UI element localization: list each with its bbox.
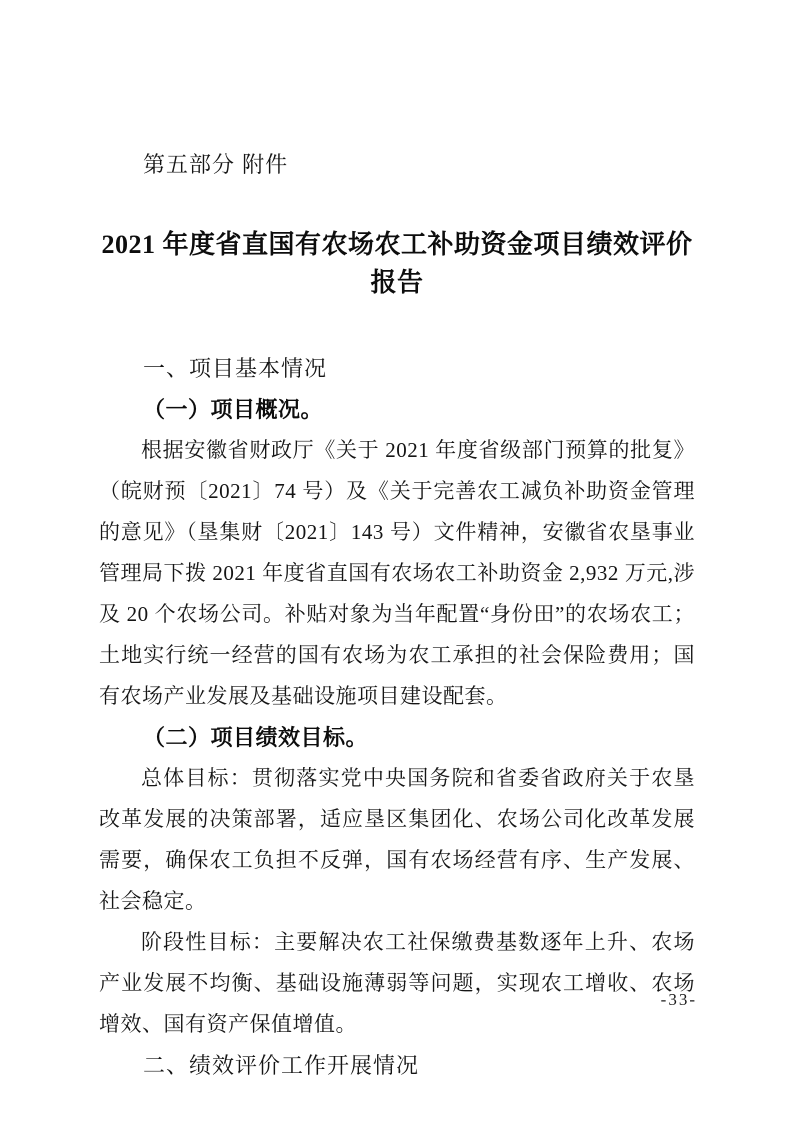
paragraph-stage-goal: 阶段性目标：主要解决农工社保缴费基数逐年上升、农场产业发展不均衡、基础设施薄弱等问题，实现农工增收、农场增效、国有资产保值增值。: [99, 930, 695, 1036]
heading-evaluation-work: 二、绩效评价工作开展情况: [143, 1053, 420, 1078]
paragraph-overall-goal: 总体目标：贯彻落实党中央国务院和省委省政府关于农垦改革发展的决策部署，适应垦区集团化、农场公司化改革发展需要，确保农工负担不反弹，国有农场经营有序、生产发展、社会稳定。: [99, 766, 695, 913]
document-body: [99, 348, 695, 1086]
part-label: 第五部分 附件: [143, 152, 289, 177]
document-content: [0, 150, 794, 1086]
subheading-performance-goals: （二）项目绩效目标。: [143, 725, 369, 750]
heading-project-basic-info: 一、项目基本情况: [143, 356, 328, 381]
page-number: -33-: [660, 990, 697, 1009]
paragraph-project-overview: 根据安徽省财政厅《关于 2021 年度省级部门预算的批复》（皖财预〔2021〕74 号）及《关于完善农工减负补助资金管理的意见》（垦集财〔2021〕143 号）文件精神，安徽省农垦事业管理局下拨 2021 年度省直国有农场农工补助资金 2,932 万元,涉及 20 个农场公司。补贴对象为当年配置“身份田”的农场农工；土地实行统一经营的国有农场为农工承担的社会保险费用；国有农场产业发展及基础设施项目建设配套。: [99, 438, 695, 708]
subheading-project-overview: （一）项目概况。: [143, 397, 324, 422]
document-title: 2021 年度省直国有农场农工补助资金项目绩效评价报告: [101, 230, 693, 297]
